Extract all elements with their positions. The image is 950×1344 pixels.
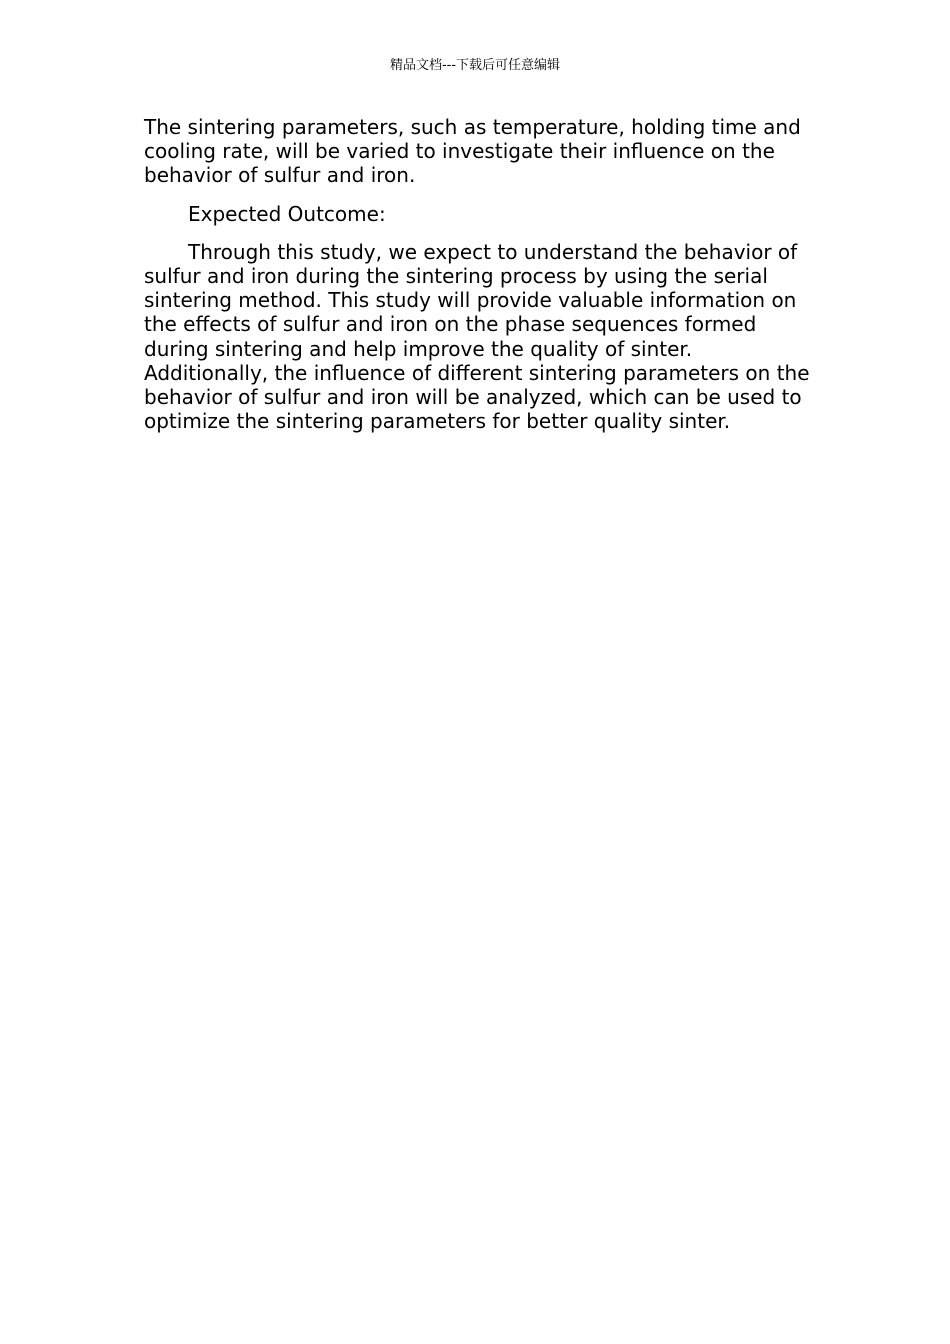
paragraph-sintering-parameters: The sintering parameters, such as temperature, holding time and cooling rate, will be varied to investigate their influence on the behavior of sulfur and iron. — [144, 115, 801, 188]
page-header: 精品文档---下载后可任意编辑 — [389, 58, 561, 73]
paragraph-expected-outcome: Through this study, we expect to understand the behavior of sulfur and iron during the sintering process by using the serial sintering method. This study will provide valuable information on the effects of sulfur and iron on the phase sequences formed during sintering and help improve the quality of sinter. Additionally, the influence of different sintering parameters on the behavior of sulfur and iron will be analyzed, which can be used to optimize the sintering parameters for better quality sinter. — [144, 239, 810, 434]
section-heading-expected-outcome: Expected Outcome: — [188, 201, 386, 226]
document-body — [144, 115, 814, 447]
